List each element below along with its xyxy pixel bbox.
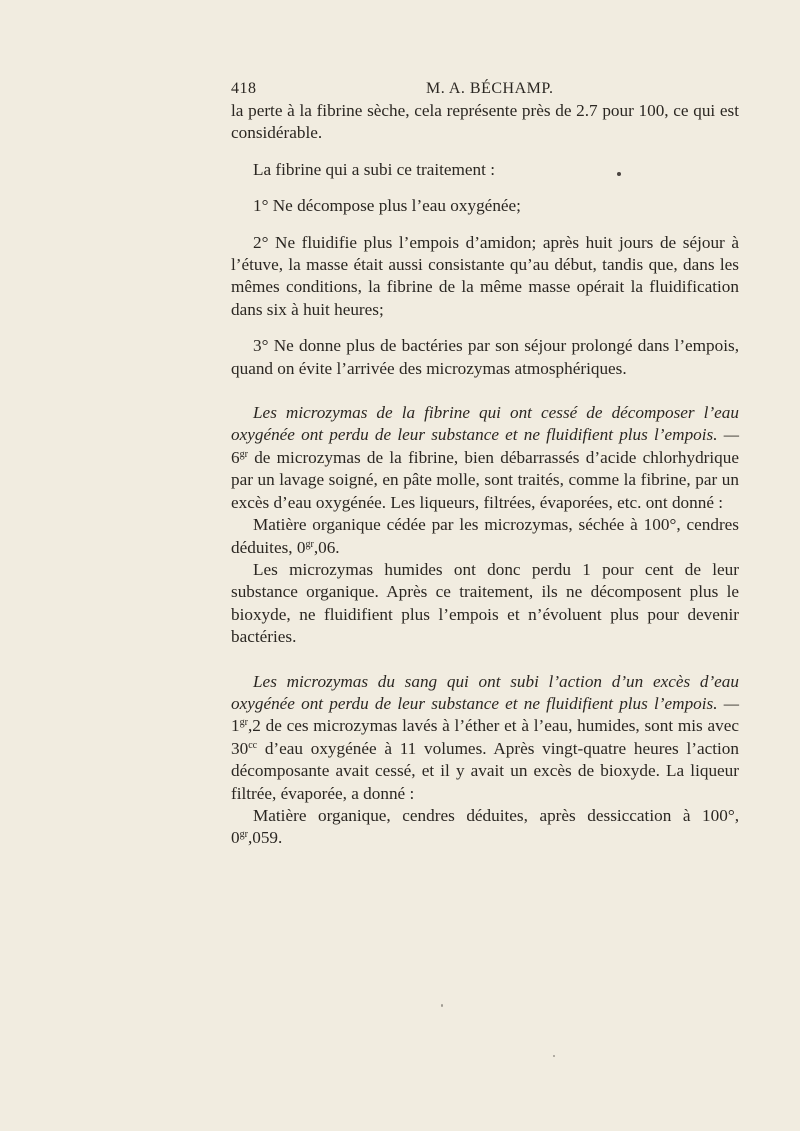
list-item-3: 3° Ne donne plus de bactéries par son séjour prolongé dans l’empois, quand on évite l’arrivée des microzymas atmosphériques.: [231, 336, 739, 378]
paper-speck: [441, 1004, 443, 1007]
unit: gr: [305, 538, 314, 550]
result-fibrine: Matière organique cédée par les microzymas, séchée à 100°, cendres déduites, $0^{gr},06$.: [231, 515, 739, 557]
running-title: M. A. BÉCHAMP.: [426, 80, 554, 97]
conclusion-fibrine: Les microzymas humides ont donc perdu 1 pour cent de leur substance organique. Après ce traitement, ils ne décomposent plus le bioxyde, ne fluidifient plus l’empois et n’évoluent plus pour devenir bactéries.: [231, 559, 739, 647]
quantity: 1: [231, 716, 240, 736]
result-sang: Matière organique, cendres déduites, après dessiccation à 100°, $0^{gr},059$.: [231, 805, 739, 848]
section-title-fibrine: Les microzymas de la fibrine qui ont cessé de décomposer l’eau oxygénée ont perdu de leur substance et ne fluidifient plus l’empois. —: [231, 403, 739, 445]
unit: gr: [239, 717, 248, 729]
unit: gr: [239, 448, 248, 460]
section-text: de microzymas de la fibrine, bien débarrassés d’acide chlorhydrique par un lavage soigné, en pâte molle, sont traités, comme la fibrine, par un excès d’eau oxygénée. Les liqueurs, filtrées, évaporées, etc. ont donné :: [231, 447, 739, 512]
section-fibrine: [231, 402, 739, 514]
paper-speck: [553, 1055, 555, 1057]
paragraph-continuation: la perte à la fibrine sèche, cela représente près de 2.7 pour 100, ce qui est considérable.: [231, 101, 739, 143]
quantity: 6: [231, 447, 240, 467]
page-header: [231, 70, 739, 100]
page-number: 418: [231, 80, 257, 97]
section-title-sang: Les microzymas du sang qui ont subi l’action d’un excès d’eau oxygénée ont perdu de leur substance et ne fluidifient plus l’empois. —: [231, 671, 739, 713]
unit: cc: [248, 739, 258, 751]
list-item-1: 1° Ne décompose plus l’eau oxygénée;: [253, 196, 521, 216]
paper-speck: [617, 172, 621, 176]
section-sang: Les microzymas du sang qui ont subi l’action d’un excès d’eau oxygénée ont perdu de leur substance et ne fluidifient plus l’empois. — $1^{gr},2$ de ces microzymas lavés à l’éther et à l’eau, humides, sont mis avec $30^{cc}$ d’eau oxygénée à 11 volumes. Après vingt-quatre heures l’action décomposante avait cessé, et il y avait un excès de bioxyde. La liqueur filtrée, évaporée, a donné :: [231, 671, 739, 803]
paragraph-intro-list: La fibrine qui a subi ce traitement :: [253, 159, 495, 179]
page-body: [231, 70, 739, 850]
unit: gr: [239, 829, 248, 841]
list-item-2: 2° Ne fluidifie plus l’empois d’amidon; après huit jours de séjour à l’étuve, la masse était aussi consistante qu’au début, tandis que, dans les mêmes conditions, la fibrine de la même masse opérait la fluidification dans six à huit heures;: [231, 232, 739, 319]
